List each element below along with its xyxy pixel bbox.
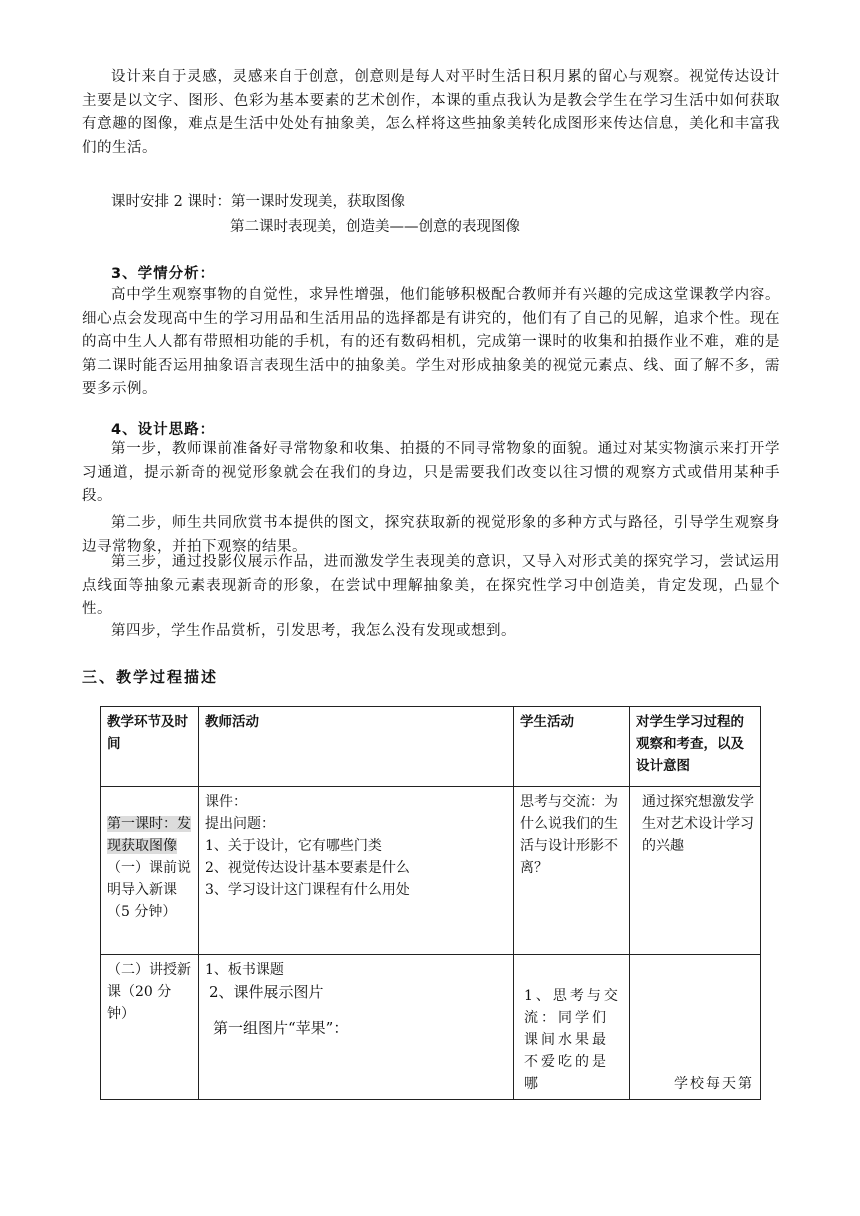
header-stage-time: 教学环节及时间 [101,707,199,787]
design-step-3: 第三步，通过投影仪展示作品，进而激发学生表现美的意识，又导入对形式美的探究学习，尝试运用点线面等抽象元素表现新奇的形象，在尝试中理解抽象美，在探究性学习中创造美，肯定发现，凸显个性。 [82,554,780,617]
observation-cell: 学校每天第 [630,955,761,1100]
schedule-line-2: 第二课时表现美，创造美——创意的表现图像 [230,219,520,235]
table-row [101,955,761,1100]
table-header-row [101,707,761,787]
stage-detail: （一）课前说明导入新课（5 分钟） [107,860,191,920]
header-student-activity: 学生活动 [514,707,630,787]
design-step-1: 第一步，教师课前准备好寻常物象和收集、拍摄的不同寻常物象的面貌。通过对某实物演示来打开学习通道，提示新奇的视觉形象就会在我们的身边，只是需要我们改变以往习惯的观察方式或借用某种手段。 [82,441,780,504]
teacher-line: 提出问题： [205,816,275,832]
teacher-activity-cell [199,787,514,955]
student-activity-cell: 1、思考与交流：同学们课间水果最不爱吃的是哪 [514,955,630,1100]
stage-cell: （二）讲授新课（20 分钟） [101,955,199,1100]
teacher-line: 1、板书课题 [205,962,284,978]
teacher-line: 2、视觉传达设计基本要素是什么 [205,860,410,876]
teacher-line: 第一组图片“苹果”： [213,1019,349,1037]
header-teacher-activity: 教师活动 [199,707,514,787]
section-heading-learning-analysis: 3、学情分析： [111,266,216,282]
section-heading-teaching-process: 三、教学过程描述 [82,668,219,686]
teaching-process-table [100,706,761,1100]
stage-highlight: 第一课时：发现获取图像 [107,816,191,854]
teacher-line: 课件： [205,794,247,810]
teacher-activity-cell [199,955,514,1100]
schedule-line-1: 课时安排 2 课时：第一课时发现美，获取图像 [111,194,405,210]
student-activity-cell: 思考与交流：为什么说我们的生活与设计形影不离？ [514,787,630,955]
design-step-2: 第二步，师生共同欣赏书本提供的图文，探究获取新的视觉形象的多种方式与路径，引导学生观察身边寻常物象，并拍下观察的结果。 [82,515,780,555]
teacher-line: 1、关于设计，它有哪些门类 [205,838,382,854]
teacher-line: 2、课件展示图片 [209,983,324,1001]
section-heading-design-approach: 4、设计思路： [111,422,216,438]
intro-paragraph: 设计来自于灵感，灵感来自于创意，创意则是每人对平时生活日积月累的留心与观察。视觉传达设计主要是以文字、图形、色彩为基本要素的艺术创作，本课的重点我认为是教会学生在学习生活中如何获取有意趣的图像，难点是生活中处处有抽象美，怎么样将这些抽象美转化成图形来传达信息，美化和丰富我们的生活。 [82,69,780,156]
header-observation-intent: 对学生学习过程的观察和考查，以及设计意图 [630,707,761,787]
observation-cell: 通过探究想激发学生对艺术设计学习的兴趣 [630,787,761,955]
stage-cell [101,787,199,955]
teacher-line: 3、学习设计这门课程有什么用处 [205,882,410,898]
learning-analysis-text: 高中学生观察事物的自觉性，求异性增强，他们能够积极配合教师并有兴趣的完成这堂课教学内容。细心点会发现高中生的学习用品和生活用品的选择都是有讲究的，他们有了自己的见解，追求个性。现在的高中生人人都有带照相功能的手机，有的还有数码相机，完成第一课时的收集和拍摄作业不难，难的是第二课时能否运用抽象语言表现生活中的抽象美。学生对形成抽象美的视觉元素点、线、面了解不多，需要多示例。 [82,287,780,397]
design-step-4: 第四步，学生作品赏析，引发思考，我怎么没有发现或想到。 [111,623,516,639]
table-row [101,787,761,955]
